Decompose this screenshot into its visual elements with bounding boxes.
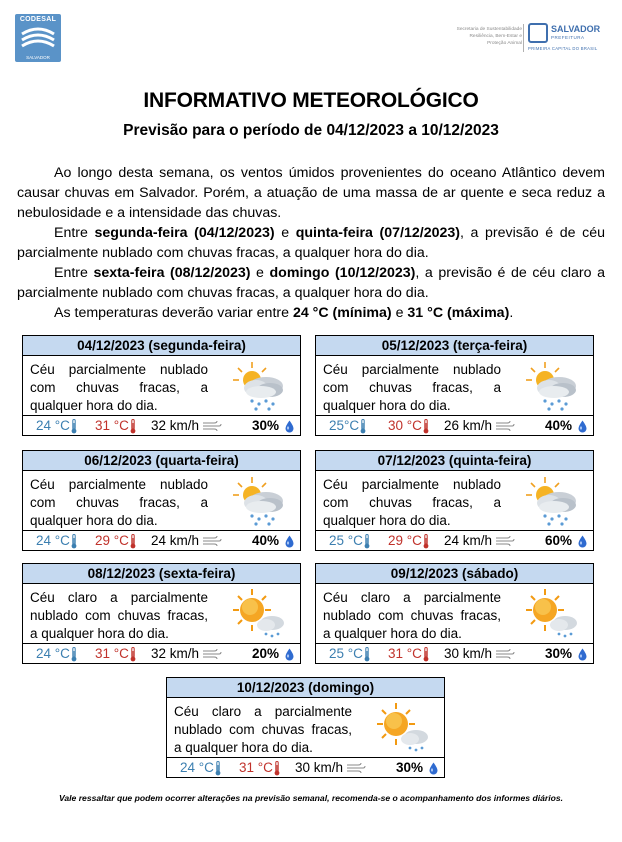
thermometer-hot-icon [422, 418, 429, 433]
temp-min: 25°C [329, 416, 366, 435]
thermometer-hot-icon [129, 418, 136, 433]
card-description: Céu claro a parcialmente nublado com chuvas fracas, a qualquer hora do dia. [323, 590, 501, 641]
partly-cloudy-rain-icon [521, 360, 581, 412]
temp-max: 31 °C [95, 416, 136, 435]
rain-probability: 30% [544, 646, 572, 661]
temp-max: 31 °C [239, 758, 280, 777]
rain-probability: 30% [251, 418, 279, 433]
thermometer-cold-icon [70, 646, 77, 661]
wind-speed: 26 km/h [444, 416, 515, 435]
paragraph-2: Entre segunda-feira (04/12/2023) e quinta-feira (07/12/2023), a previsão é de céu parcialmente nublado com chuvas fracas, a qualquer hora do dia. [17, 225, 606, 261]
forecast-card [22, 563, 301, 664]
card-description: Céu parcialmente nublado com chuvas fracas, a qualquer hora do dia. [30, 362, 208, 413]
wind-icon [199, 533, 222, 548]
forecast-card [22, 335, 301, 436]
wind-icon [343, 760, 366, 775]
temp-min: 24 °C [180, 758, 221, 777]
thermometer-cold-icon [359, 418, 366, 433]
thermometer-hot-icon [422, 533, 429, 548]
card-description: Céu parcialmente nublado com chuvas fracas, a qualquer hora do dia. [323, 477, 501, 528]
rain-probability: 20% [251, 646, 279, 661]
card-description: Céu claro a parcialmente nublado com chuvas fracas, a qualquer hora do dia. [174, 704, 352, 755]
wind-speed: 30 km/h [444, 644, 515, 663]
forecast-card [22, 450, 301, 551]
page-title: INFORMATIVO METEOROLÓGICO [143, 89, 479, 112]
rain-probability: 30% [395, 760, 423, 775]
footer-note: Vale ressaltar que podem ocorrer alterações na previsão semanal, recomenda-se o acompanhamento dos informes diários. [58, 793, 564, 803]
raindrop-icon [578, 647, 587, 666]
wind-speed: 32 km/h [151, 416, 222, 435]
sun-cloud-rain-icon [521, 588, 581, 640]
codesal-sub-text: SALVADOR [26, 55, 50, 60]
thermometer-cold-icon [70, 533, 77, 548]
temp-min: 25 °C [329, 644, 370, 663]
salvador-tagline: PRIMEIRA CAPITAL DO BRASIL [528, 46, 598, 51]
sun-cloud-rain-icon [372, 702, 432, 754]
thermometer-hot-icon [129, 646, 136, 661]
thermometer-cold-icon [70, 418, 77, 433]
thermometer-hot-icon [129, 533, 136, 548]
rain-probability: 60% [544, 533, 572, 548]
forecast-card [315, 450, 594, 551]
card-date: 04/12/2023 (segunda-feira) [23, 336, 300, 356]
wind-speed: 32 km/h [151, 644, 222, 663]
codesal-emblem-icon [20, 26, 56, 50]
card-description: Céu claro a parcialmente nublado com chuvas fracas, a qualquer hora do dia. [30, 590, 208, 641]
wind-speed: 24 km/h [444, 531, 515, 550]
temp-max: 30 °C [388, 416, 429, 435]
temp-max: 31 °C [388, 644, 429, 663]
partly-cloudy-rain-icon [521, 475, 581, 527]
wind-icon [492, 533, 515, 548]
card-date: 10/12/2023 (domingo) [167, 678, 444, 698]
card-date: 06/12/2023 (quarta-feira) [23, 451, 300, 471]
raindrop-icon [429, 761, 438, 780]
temp-min: 24 °C [36, 531, 77, 550]
codesal-logo [15, 14, 61, 62]
forecast-card [166, 677, 445, 778]
wind-icon [492, 646, 515, 661]
forecast-card [315, 335, 594, 436]
wind-icon [199, 418, 222, 433]
card-date: 09/12/2023 (sábado) [316, 564, 593, 584]
salvador-emblem-icon [528, 23, 548, 43]
wind-icon [199, 646, 222, 661]
forecast-summary [17, 163, 605, 323]
page-subtitle: Previsão para o período de 04/12/2023 a 10/12/2023 [123, 122, 499, 139]
card-description: Céu parcialmente nublado com chuvas fracas, a qualquer hora do dia. [30, 477, 208, 528]
salvador-name: SALVADOR [551, 24, 601, 34]
thermometer-cold-icon [214, 760, 221, 775]
header-divider [523, 24, 524, 52]
card-date: 08/12/2023 (sexta-feira) [23, 564, 300, 584]
raindrop-icon [285, 647, 294, 666]
salvador-prefeitura: PREFEITURA [551, 35, 585, 40]
raindrop-icon [285, 419, 294, 438]
rain-probability: 40% [544, 418, 572, 433]
temp-min: 25 °C [329, 531, 370, 550]
wind-speed: 30 km/h [295, 758, 366, 777]
raindrop-icon [578, 419, 587, 438]
wind-speed: 24 km/h [151, 531, 222, 550]
card-description: Céu parcialmente nublado com chuvas fracas, a qualquer hora do dia. [323, 362, 501, 413]
raindrop-icon [578, 534, 587, 553]
thermometer-hot-icon [422, 646, 429, 661]
paragraph-4: As temperaturas deverão variar entre 24 °C (mínima) e 31 °C (máxima). [54, 305, 514, 321]
wind-icon [492, 418, 515, 433]
secretaria-text: Secretaria de Sustentabilidade Resiliência, Bem-Estar e Proteção Animal [456, 27, 522, 46]
salvador-logo [528, 23, 600, 53]
partly-cloudy-rain-icon [228, 360, 288, 412]
card-date: 05/12/2023 (terça-feira) [316, 336, 593, 356]
forecast-card [315, 563, 594, 664]
thermometer-cold-icon [363, 646, 370, 661]
sun-cloud-rain-icon [228, 588, 288, 640]
card-date: 07/12/2023 (quinta-feira) [316, 451, 593, 471]
temp-min: 24 °C [36, 416, 77, 435]
codesal-logo-text: CODESAL [19, 16, 57, 23]
paragraph-1: Ao longo desta semana, os ventos úmidos provenientes do oceano Atlântico devem causar chuvas em Salvador. Porém, a atuação de uma massa de ar quente e seca reduz a nebulosidade e a intensidade das chuvas. [17, 165, 605, 221]
temp-min: 24 °C [36, 644, 77, 663]
temp-max: 29 °C [95, 531, 136, 550]
temp-max: 29 °C [388, 531, 429, 550]
rain-probability: 40% [251, 533, 279, 548]
thermometer-hot-icon [273, 760, 280, 775]
raindrop-icon [285, 534, 294, 553]
partly-cloudy-rain-icon [228, 475, 288, 527]
paragraph-3: Entre sexta-feira (08/12/2023) e domingo (10/12/2023), a previsão é de céu claro a parcialmente nublado com chuvas fracas, a qualquer hora do dia. [17, 265, 605, 301]
temp-max: 31 °C [95, 644, 136, 663]
thermometer-cold-icon [363, 533, 370, 548]
